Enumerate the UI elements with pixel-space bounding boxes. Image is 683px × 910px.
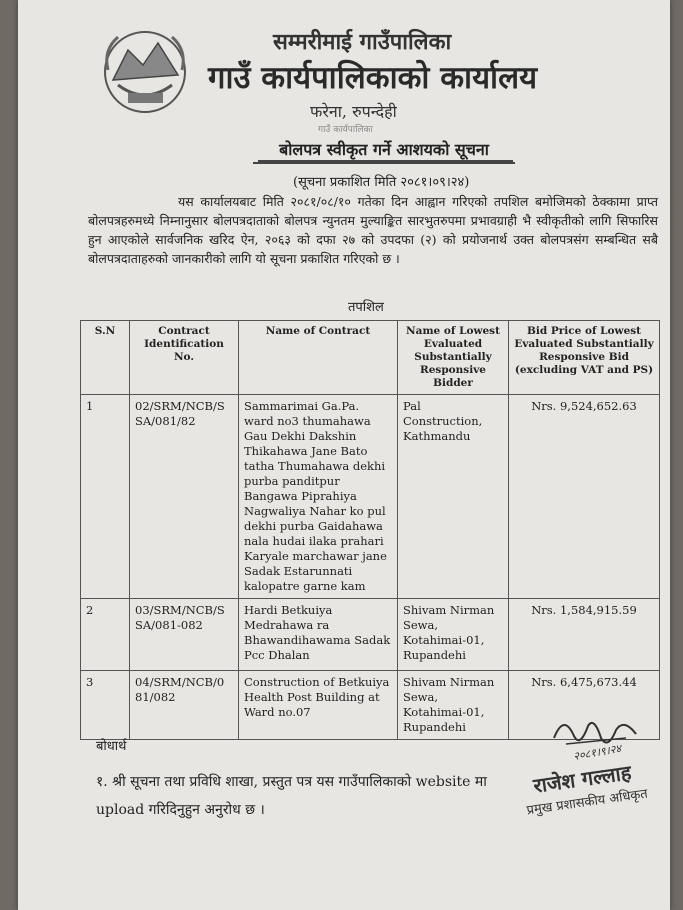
table-header-row <box>81 321 660 395</box>
cell-contract-name: Sammarimai Ga.Pa. ward no3 thumahawa Gau Dekhi Dakshin Thikahawa Jane Bato tatha Thumahawa dekhi purba panditpur Bangawa Piprahiya Nagwaliya Nahar ko pul dekhi purba Gaidahawa nala hudai ilaka prahari Karyale marchawar jane Sadak Estarunnati kalopatre garne kam <box>239 395 398 599</box>
cc-note: १. श्री सूचना तथा प्रविधि शाखा, प्रस्तुत पत्र यस गाउँपालिकाको website मा upload गरिदिनुहुन अनुरोध छ । <box>96 774 487 818</box>
stamp-text: गाउँ कार्यपालिका <box>318 125 373 135</box>
cell-sn: 3 <box>81 671 130 740</box>
office-name: गाउँ कार्यपालिकाको कार्यालय <box>208 60 538 96</box>
table-caption: तपशिल <box>348 300 384 315</box>
header-bidder: Name of Lowest Evaluated Substantially Responsive Bidder <box>398 321 509 395</box>
cell-contract-id: 04/SRM/NCB/0 81/082 <box>130 671 239 740</box>
municipality-name: सम्मरीमाई गाउँपालिका <box>273 29 452 55</box>
table-row <box>81 599 660 671</box>
cell-bidder: Shivam Nirman Sewa, Kotahimai-01, Rupandehi <box>398 599 509 671</box>
officer-name: राजेश गल्लाह <box>531 760 633 798</box>
published-date: (सूचना प्रकाशित मिति २०८१।०९।२४) <box>293 175 470 190</box>
cell-bidder: Shivam Nirman Sewa, Kotahimai-01, Rupandehi <box>398 671 509 740</box>
cell-contract-name: Construction of Betkuiya Health Post Building at Ward no.07 <box>239 671 398 740</box>
nepal-emblem-logo <box>98 25 193 115</box>
office-location: फरेना, रुपन्देही <box>310 102 397 121</box>
notice-paragraph: यस कार्यालयबाट मिति २०८१/०८/१० गतेका दिन आह्वान गरिएको तपशिल बमोजिमको ठेक्कामा प्राप्त बोलपत्रहरुमध्ये निम्नानुसार बोलपत्रदाताको बोलपत्र न्युनतम मुल्याङ्कित सारभुतरुपमा प्रभावग्राही भै स्वीकृतीको लागि सिफारिस हुन आएकोले सार्वजनिक खरिद ऐन, २०६३ को दफा २७ को उपदफा (२) को प्रयोजनार्थ उक्त बोलपत्रसंग सम्बन्धित सबै बोलपत्रदाताहरुको जानकारीको लागि यो सूचना प्रकाशित गरिएको छ । <box>88 194 658 266</box>
cell-bid-price: Nrs. 6,475,673.44 <box>509 671 660 740</box>
cell-bid-price: Nrs. 9,524,652.63 <box>509 395 660 599</box>
cell-contract-id: 03/SRM/NCB/S SA/081-082 <box>130 599 239 671</box>
cell-bidder: Pal Construction, Kathmandu <box>398 395 509 599</box>
cell-sn: 2 <box>81 599 130 671</box>
bid-table <box>80 320 660 740</box>
bodharth-label: बोधार्थ <box>96 739 127 754</box>
header-sn: S.N <box>81 321 130 395</box>
header-contract-name: Name of Contract <box>239 321 398 395</box>
header-bid-price: Bid Price of Lowest Evaluated Substantially Responsive Bid (excluding VAT and PS) <box>509 321 660 395</box>
officer-title: प्रमुख प्रशासकीय अधिकृत <box>525 786 649 819</box>
cell-sn: 1 <box>81 395 130 599</box>
notice-subject: बोलपत्र स्वीकृत गर्ने आशयको सूचना <box>253 138 515 164</box>
subject-underline <box>258 160 513 162</box>
table-row <box>81 395 660 599</box>
header-contract-id: Contract Identification No. <box>130 321 239 395</box>
notice-paper <box>18 0 670 910</box>
cell-contract-name: Hardi Betkuiya Medrahawa ra Bhawandihawama Sadak Pcc Dhalan <box>239 599 398 671</box>
cell-contract-id: 02/SRM/NCB/S SA/081/82 <box>130 395 239 599</box>
signature-date: २०८१।९।२४ <box>572 741 623 764</box>
cell-bid-price: Nrs. 1,584,915.59 <box>509 599 660 671</box>
